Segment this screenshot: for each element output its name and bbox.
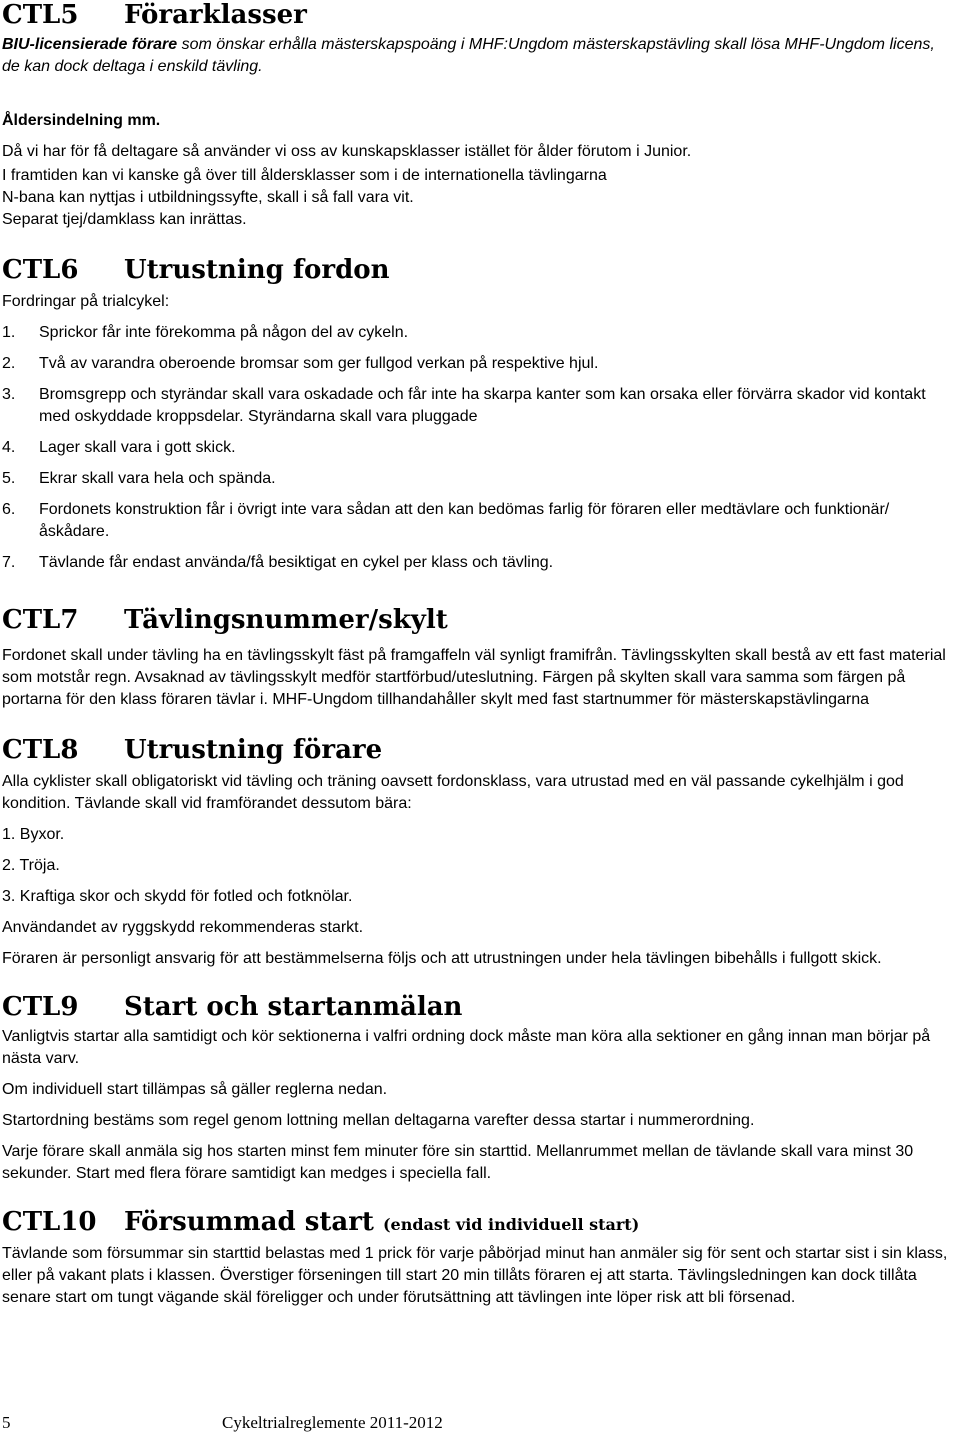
list-text: Fordonets konstruktion får i övrigt inte vara sådan att den kan bedömas farlig för föraren eller medtävlare och funktionär/åskådare. — [39, 501, 890, 540]
document-title: Cykeltrialreglemente 2011-2012 — [222, 1413, 443, 1432]
page-footer — [2, 1413, 443, 1433]
intro-bold: BIU-licensierade förare — [2, 36, 178, 53]
intro-italic: som önskar erhålla mästerskapspoäng i MHF:Ungdom mästerskapstävling skall lösa MHF-Ungdom licens, de kan dock deltaga i enskild tävling. — [2, 36, 935, 75]
list-text: Ekrar skall vara hela och spända. — [39, 470, 276, 487]
list-item — [2, 499, 954, 543]
section-heading-ctl10 — [2, 1207, 954, 1243]
list-text: Lager skall vara i gott skick. — [39, 439, 236, 456]
paragraph: Tävlande som försummar sin starttid belastas med 1 prick för varje påbörjad minut han anmäler sig för sent och startar sist i sin klass, eller på vakant plats i klassen. Överstiger förseningen till start 20 min tillåts föraren ej att starta. Tävlingsledningen kan dock tillåta senare start om tungt vägande skäl föreligger och under förutsättning att tävlingen inte löper risk att bli försenad. — [2, 1245, 948, 1306]
paragraph: Föraren är personligt ansvarig för att bestämmelserna följs och att utrustningen under hela tävlingen bibehålls i fullgott skick. — [2, 950, 882, 967]
list-item — [2, 384, 954, 428]
section-title: Utrustning förare — [124, 735, 383, 765]
list-number: 2. — [2, 355, 16, 372]
list-number: 4. — [2, 439, 16, 456]
section-title: Förarklasser — [124, 0, 307, 30]
paragraph — [2, 34, 954, 78]
paragraph: Om individuell start tillämpas så gäller reglerna nedan. — [2, 1081, 388, 1098]
section-title: Utrustning fordon — [124, 255, 390, 285]
list-text: Två av varandra oberoende bromsar som ger fullgod verkan på respektive hjul. — [39, 355, 599, 372]
paragraph: Separat tjej/damklass kan inrättas. — [2, 211, 247, 228]
list-item — [2, 552, 954, 574]
paragraph: Fordonet skall under tävling ha en tävlingsskylt fäst på framgaffeln väl synligt framifrån. Tävlingsskylten skall bestå av ett fast material som motstår regn. Avsaknad av tävlingsskylt medför startförbud/uteslutning. Färgen på skylten skall vara samma som färgen på portarna för den klass föraren tävlar i. MHF-Ungdom tillhandahåller skylt med fast startnummer för mästerskapstävlingarna — [2, 647, 946, 708]
list-text: Bromsgrepp och styrändar skall vara oskadade och får inte ha skarpa kanter som kan orsaka eller förvärra skador vid kontakt med oskyddade kroppsdelar. Styrändarna skall vara pluggade — [39, 386, 926, 425]
list-item: 2. Tröja. — [2, 857, 60, 874]
paragraph: N-bana kan nyttjas i utbildningssyfte, skall i så fall vara vit. — [2, 189, 414, 206]
paragraph: Varje förare skall anmäla sig hos starten minst fem minuter före sin starttid. Mellanrummet mellan de tävlande skall vara minst 30 sekunder. Start med flera förare samtidigt kan medges i speciella fall. — [2, 1143, 914, 1182]
section-heading-ctl5 — [2, 0, 954, 34]
list-item — [2, 468, 954, 490]
paragraph: Fordringar på trialcykel: — [2, 293, 170, 310]
list-item: 1. Byxor. — [2, 826, 65, 843]
paragraph: Användandet av ryggskydd rekommenderas starkt. — [2, 919, 364, 936]
document-page — [2, 0, 954, 1309]
list-text: Tävlande får endast använda/få besiktigat en cykel per klass och tävling. — [39, 554, 554, 571]
paragraph: Alla cyklister skall obligatoriskt vid tävling och träning oavsett fordonsklass, vara utrustad med en väl passande cykelhjälm i god kondition. Tävlande skall vid framförandet dessutom bära: — [2, 773, 904, 812]
section-title: Tävlingsnummer/skylt — [124, 605, 448, 635]
requirements-list — [2, 322, 954, 574]
section-heading-ctl6 — [2, 255, 954, 291]
section-heading-ctl7 — [2, 605, 954, 645]
section-heading-ctl8 — [2, 735, 954, 771]
list-number: 5. — [2, 470, 16, 487]
section-title — [124, 1207, 639, 1240]
list-number: 7. — [2, 554, 16, 571]
list-item — [2, 322, 954, 344]
list-item: 3. Kraftiga skor och skydd för fotled och fotknölar. — [2, 888, 353, 905]
section-code: CTL7 — [2, 605, 79, 635]
section-heading-ctl9 — [2, 992, 954, 1026]
list-number: 6. — [2, 501, 16, 518]
paragraph: Vanligtvis startar alla samtidigt och kör sektionerna i valfri ordning dock måste man köra alla sektioner en gång innan man börjar på nästa varv. — [2, 1028, 931, 1067]
subheading: Åldersindelning mm. — [2, 112, 161, 129]
list-number: 1. — [2, 324, 16, 341]
section-code: CTL10 — [2, 1207, 97, 1237]
section-title-text: Försummad start — [124, 1207, 374, 1237]
list-number: 3. — [2, 386, 16, 403]
section-code: CTL6 — [2, 255, 79, 285]
list-item — [2, 353, 954, 375]
list-text: Sprickor får inte förekomma på någon del av cykeln. — [39, 324, 409, 341]
paragraph: I framtiden kan vi kanske gå över till åldersklasser som i de internationella tävlingarna — [2, 167, 607, 184]
section-code: CTL8 — [2, 735, 79, 765]
section-title: Start och startanmälan — [124, 992, 463, 1022]
paragraph: Startordning bestäms som regel genom lottning mellan deltagarna varefter dessa startar i nummerordning. — [2, 1112, 755, 1129]
section-code: CTL9 — [2, 992, 79, 1022]
section-title-note: (endast vid individuell start) — [382, 1215, 640, 1234]
page-number: 5 — [2, 1413, 11, 1432]
list-item — [2, 437, 954, 459]
section-code: CTL5 — [2, 0, 79, 30]
paragraph: Då vi har för få deltagare så använder vi oss av kunskapsklasser istället för ålder förutom i Junior. — [2, 143, 692, 160]
